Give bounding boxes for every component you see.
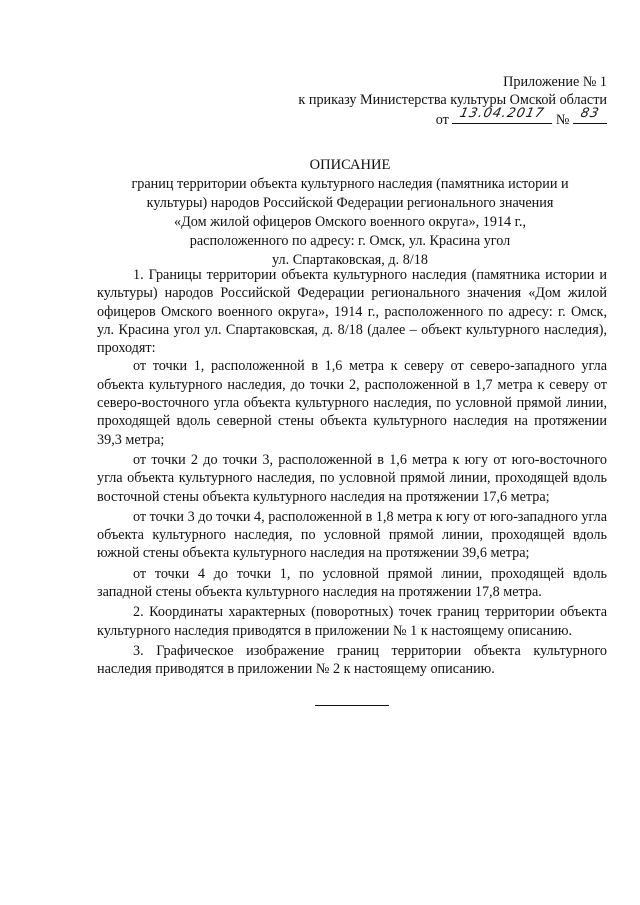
end-divider [315, 705, 389, 706]
document-title [100, 156, 600, 270]
order-date-line [298, 105, 607, 130]
title-line: культуры) народов Российской Федерации регионального значения [146, 195, 554, 211]
number-field [573, 105, 607, 124]
boundary-segment-4-1: от точки 4 до точки 1, по условной прямой линии, проходящей вдоль западной стены объекта культурного наследия на протяжении 17,8 метра. [97, 565, 607, 601]
date-prefix: от [435, 112, 449, 128]
title-line: расположенного по адресу: г. Омск, ул. Красина угол [189, 233, 511, 249]
paragraph-1: 1. Границы территории объекта культурного наследия (памятника истории и культуры) народов Российской Федерации регионального значения «Дом жилой офицеров Омского военного округа», 1914 г., расположенного по адресу: г. Омск, ул. Красина угол ул. Спартаковская, д. 8/18 (далее – объект культурного наследия), проходят: [97, 267, 607, 357]
title-line: границ территории объекта культурного наследия (памятника истории и [131, 176, 569, 192]
paragraph-3: 3. Графическое изображение границ территории объекта культурного наследия приводятся в приложении № 2 к настоящему описанию. [97, 642, 607, 678]
handwritten-number: 83 [579, 105, 601, 121]
title-heading: ОПИСАНИЕ [309, 157, 391, 173]
boundary-segment-1-2: от точки 1, расположенной в 1,6 метра к северу от северо-западного угла объекта культурного наследия, до точки 2, расположенной в 1,7 метра к северу от северо-восточного угла объекта культурного наследия, по условной прямой линии, проходящей вдоль северной стены объекта культурного наследия на протяжении 39,3 метра; [97, 358, 607, 448]
boundary-segment-3-4: от точки 3 до точки 4, расположенной в 1,8 метра к югу от юго-западного угла объекта культурного наследия, по условной прямой линии, проходящей вдоль южной стены объекта культурного наследия на протяжении 39,6 метра; [97, 508, 607, 562]
appendix-header [298, 74, 607, 130]
title-line: ул. Спартаковская, д. 8/18 [272, 252, 428, 268]
document-body [97, 266, 607, 679]
paragraph-2: 2. Координаты характерных (поворотных) точек границ территории объекта культурного наследия приводятся в приложении № 1 к настоящему описанию. [97, 604, 607, 639]
handwritten-date: 13.04.2017 [458, 105, 547, 121]
number-prefix: № [555, 112, 570, 128]
boundary-segment-2-3: от точки 2 до точки 3, расположенной в 1,6 метра к югу от юго-восточного угла объекта культурного наследия, по условной прямой линии, проходящей вдоль восточной стены объекта культурного наследия на протяжении 17,6 метра; [97, 451, 607, 505]
title-line: «Дом жилой офицеров Омского военного округа», 1914 г., [174, 214, 526, 230]
appendix-number: Приложение № 1 [503, 74, 607, 90]
date-field [452, 105, 552, 124]
order-reference: к приказу Министерства культуры Омской области [298, 91, 607, 108]
